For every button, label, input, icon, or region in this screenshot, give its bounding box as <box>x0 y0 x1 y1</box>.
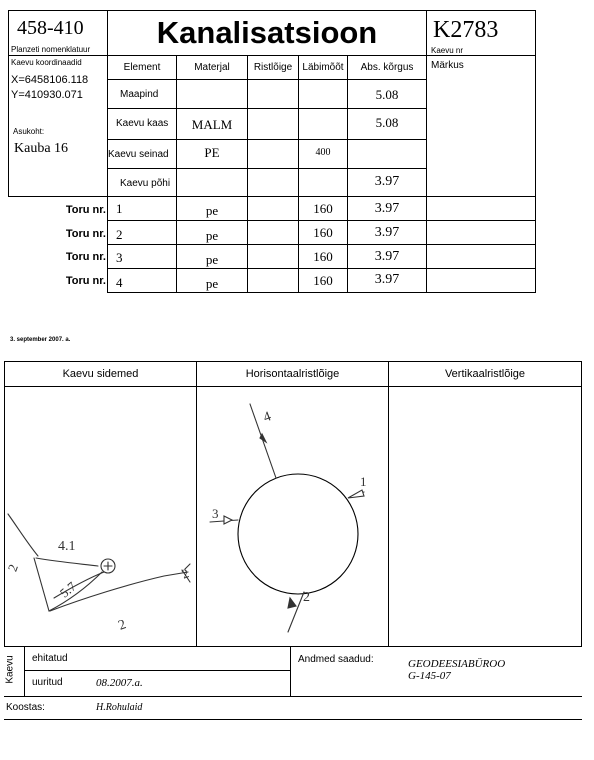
sheet-code-label: Planzeti nomenklatuur <box>11 45 91 54</box>
section-vertical-panel <box>388 386 582 647</box>
address-label: Asukoht: <box>13 127 45 136</box>
pipe-1-label: 1 <box>360 474 367 489</box>
section-vertical-title: Vertikaalristlõige <box>388 361 582 387</box>
pipe-label: Toru nr. <box>65 228 106 240</box>
row-material <box>176 168 248 197</box>
sketch-dim-b: 5.7 <box>56 578 79 601</box>
row-element: Kaevu kaas <box>107 108 177 140</box>
row-element: Kaevu seinad <box>107 139 177 169</box>
section-links-title: Kaevu sidemed <box>4 361 197 387</box>
row-cross <box>247 79 299 109</box>
pipe-remarks <box>426 220 536 245</box>
compiled-label: Koostas: <box>6 702 45 713</box>
well-id-box <box>426 10 536 56</box>
pipe-3-label: 3 <box>212 506 219 521</box>
coord-y: Y=410930.071 <box>11 89 83 101</box>
sketch-dim-a: 4.1 <box>58 539 76 554</box>
pipe-diameter: 160 <box>298 268 348 293</box>
pipe-2-arrow <box>288 598 296 608</box>
pipe-nr: 4 <box>107 268 177 293</box>
built-label: ehitatud <box>32 653 68 664</box>
manhole-circle <box>238 474 358 594</box>
col-remarks <box>426 55 536 197</box>
pipe-diameter: 160 <box>298 196 348 221</box>
pipe-nr: 3 <box>107 244 177 269</box>
well-id: K2783 <box>433 17 499 43</box>
sheet-code-box <box>8 10 108 56</box>
sketch-line <box>8 514 38 556</box>
sheet-code: 458-410 <box>17 17 84 39</box>
col-material: Materjal <box>176 55 248 80</box>
row-material: PE <box>176 139 248 169</box>
surveyed-value: 08.2007.a. <box>96 677 143 689</box>
pipe-material: pe <box>176 196 248 221</box>
pipe-label: Toru nr. <box>65 204 106 216</box>
well-id-label: Kaevu nr <box>431 46 464 55</box>
compiled-by: H.Rohulaid <box>96 702 143 713</box>
surveyed-label: uuritud <box>32 677 63 688</box>
location-box <box>8 55 108 197</box>
pipe-cross <box>247 196 299 221</box>
col-abs-height: Abs. kõrgus <box>347 55 427 80</box>
pipe-3-arrow <box>224 516 232 524</box>
row-diameter: 400 <box>298 139 348 169</box>
pipe-remarks <box>426 268 536 293</box>
row-material <box>176 79 248 109</box>
section-horizontal-title: Horisontaalristlõige <box>196 361 389 387</box>
pipe-4-label: 4 <box>261 409 274 426</box>
row-cross <box>247 139 299 169</box>
pipe-1-arrow <box>348 490 364 498</box>
col-cross-section: Ristlõige <box>247 55 299 80</box>
source-org: GEODEESIABÜROO <box>408 658 506 670</box>
row-diameter <box>298 108 348 140</box>
date-note: 3. september 2007. a. <box>10 337 71 343</box>
pipe-nr: 2 <box>107 220 177 245</box>
pipe-material: pe <box>176 220 248 245</box>
row-element: Maapind <box>107 79 177 109</box>
pipe-label: Toru nr. <box>65 251 106 263</box>
pipe-cross <box>247 244 299 269</box>
pipe-cross <box>247 268 299 293</box>
row-height: 5.08 <box>347 79 427 109</box>
footer-kaevu-divider <box>24 646 25 697</box>
pipe-2-label: 2 <box>303 590 310 605</box>
pipe-nr: 1 <box>107 196 177 221</box>
sketch-line <box>36 558 98 566</box>
pipe-diameter: 160 <box>298 244 348 269</box>
row-height: 5.08 <box>347 108 427 140</box>
footer-bottom-line <box>4 696 582 697</box>
coords-label: Kaevu koordinaadid <box>11 58 82 67</box>
coord-x: X=6458106.118 <box>11 74 89 86</box>
pipe-diameter: 160 <box>298 220 348 245</box>
pipe-label: Toru nr. <box>65 275 106 287</box>
pipe-height: 3.97 <box>347 196 427 221</box>
pipe-cross <box>247 220 299 245</box>
pipe-material: pe <box>176 268 248 293</box>
footer-mid-line <box>24 670 290 671</box>
pipe-remarks <box>426 196 536 221</box>
col-element: Element <box>107 55 177 80</box>
sketch-dim-e: 2 <box>116 617 129 634</box>
row-height <box>347 139 427 169</box>
page-title: Kanalisatsioon <box>156 15 378 50</box>
source-code: G-145-07 <box>408 670 451 682</box>
row-element: Kaevu põhi <box>107 168 177 197</box>
pipe-height: 3.97 <box>347 220 427 245</box>
row-cross <box>247 168 299 197</box>
footer-source-divider <box>290 646 291 697</box>
sketch-dim-c: 2 <box>4 562 21 574</box>
row-cross <box>247 108 299 140</box>
title-box <box>107 10 427 56</box>
row-material: MALM <box>176 108 248 140</box>
row-height: 3.97 <box>347 168 427 197</box>
sketch-dim-d: 2 <box>179 565 191 582</box>
kaevu-vertical-label: Kaevu <box>4 655 16 684</box>
well-cross <box>104 562 112 570</box>
col-remarks-label: Märkus <box>431 60 464 71</box>
source-label: Andmed saadud: <box>298 654 374 665</box>
pipe-material: pe <box>176 244 248 269</box>
row-diameter <box>298 168 348 197</box>
address: Kauba 16 <box>14 141 69 156</box>
footer-top-line <box>4 646 582 647</box>
links-sketch <box>4 386 197 647</box>
col-diameter: Läbimõõt <box>298 55 348 80</box>
pipe-height: 3.97 <box>347 244 427 269</box>
pipe-height: 3.97 <box>347 268 427 293</box>
horizontal-sketch <box>196 386 389 647</box>
row-diameter <box>298 79 348 109</box>
footer-last-line <box>4 719 582 720</box>
pipe-remarks <box>426 244 536 269</box>
